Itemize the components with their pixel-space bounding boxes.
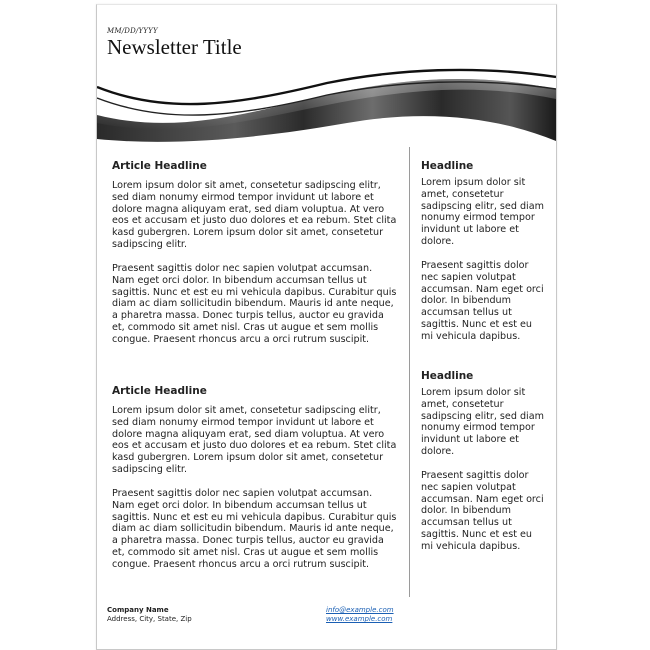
sidebar-2-paragraph-2: Praesent sagittis dolor nec sapien volutpat accumsan. Nam eget orci dolor. In bibendum accumsan tellus ut sagittis. Nunc et est eu mi vehicula dapibus. bbox=[421, 470, 544, 552]
article-1-paragraph-2: Praesent sagittis dolor nec sapien volutpat accumsan. Nam eget orci dolor. In bibendum accumsan tellus ut sagittis. Nunc et est eu mi vehicula dapibus. Curabitur quis diam ac diam sollicitudin bibendum. Mauris id ante neque, a pharetra massa. Donec turpis tellus, auctor eu gravida et, commodo sit amet nisl. Cras ut augue et sem mollis congue. Praesent rhoncus arcu a orci rutrum suscipit. bbox=[112, 263, 397, 345]
sidebar-2-paragraph-1: Lorem ipsum dolor sit amet, consetetur sadipscing elitr, sed diam nonumy eirmod tempor invidunt ut labore et dolore. bbox=[421, 387, 544, 457]
decorative-wave-banner bbox=[97, 65, 556, 150]
newsletter-page bbox=[96, 4, 557, 650]
footer-links bbox=[326, 606, 394, 624]
article-headline-2: Article Headline bbox=[112, 385, 207, 397]
article-1-paragraph-1: Lorem ipsum dolor sit amet, consetetur sadipscing elitr, sed diam nonumy eirmod tempor invidunt ut labore et dolore magna aliquyam erat, sed diam voluptua. At vero eos et accusam et justo duo dolores et ea rebum. Stet clita kasd gubergren. Lorem ipsum dolor sit amet, consetetur sadipscing elitr. bbox=[112, 180, 397, 250]
sidebar-1-paragraph-2: Praesent sagittis dolor nec sapien volutpat accumsan. Nam eget orci dolor. In bibendum accumsan tellus ut sagittis. Nunc et est eu mi vehicula dapibus. bbox=[421, 260, 544, 342]
article-2-paragraph-1: Lorem ipsum dolor sit amet, consetetur sadipscing elitr, sed diam nonumy eirmod tempor invidunt ut labore et dolore magna aliquyam erat, sed diam voluptua. At vero eos et accusam et justo duo dolores et ea rebum. Stet clita kasd gubergren. Lorem ipsum dolor sit amet, consetetur sadipscing elitr. bbox=[112, 405, 397, 475]
company-name: Company Name bbox=[107, 606, 169, 614]
newsletter-title: Newsletter Title bbox=[107, 35, 242, 59]
article-headline-1: Article Headline bbox=[112, 160, 207, 172]
newsletter-date: MM/DD/YYYY bbox=[107, 27, 158, 35]
column-divider bbox=[409, 147, 410, 597]
website-link[interactable]: www.example.com bbox=[326, 615, 393, 623]
sidebar-1-paragraph-1: Lorem ipsum dolor sit amet, consetetur sadipscing elitr, sed diam nonumy eirmod tempor invidunt ut labore et dolore. bbox=[421, 177, 544, 247]
footer-company-info bbox=[107, 606, 192, 624]
email-link[interactable]: info@example.com bbox=[326, 606, 394, 614]
article-2-paragraph-2: Praesent sagittis dolor nec sapien volutpat accumsan. Nam eget orci dolor. In bibendum accumsan tellus ut sagittis. Nunc et est eu mi vehicula dapibus. Curabitur quis diam ac diam sollicitudin bibendum. Mauris id ante neque, a pharetra massa. Donec turpis tellus, auctor eu gravida et, commodo sit amet nisl. Cras ut augue et sem mollis congue. Praesent rhoncus arcu a orci rutrum suscipit. bbox=[112, 488, 397, 570]
sidebar-headline-2: Headline bbox=[421, 370, 474, 382]
sidebar-headline-1: Headline bbox=[421, 160, 474, 172]
company-address: Address, City, State, Zip bbox=[107, 615, 192, 623]
